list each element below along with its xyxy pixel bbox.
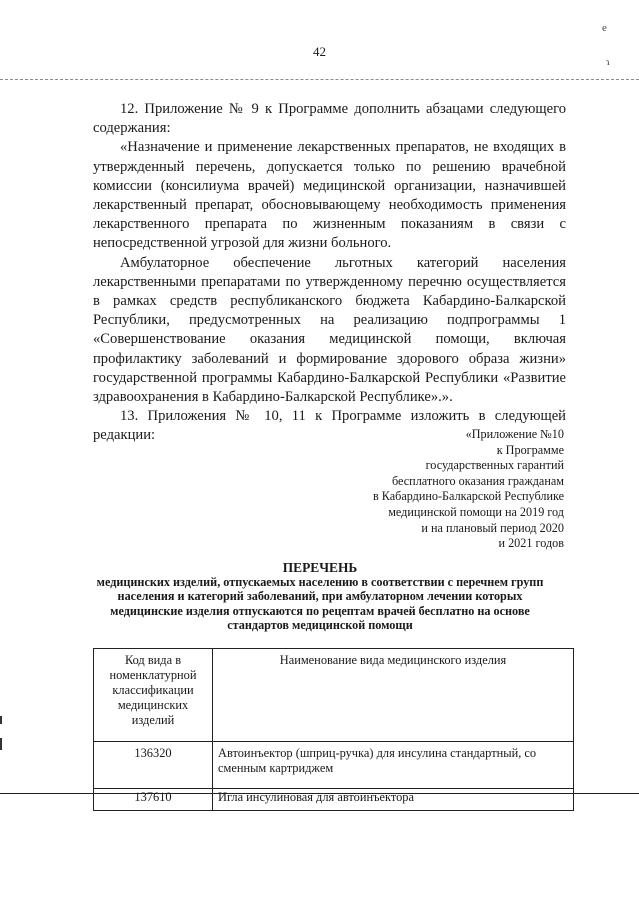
appendix-line: государственных гарантий <box>425 458 564 473</box>
body-text <box>93 100 566 446</box>
cell-name: Автоинъектор (шприц-ручка) для инсулина стандартный, со сменным картриджем <box>213 742 574 789</box>
table-row <box>94 742 574 789</box>
appendix-line: медицинской помощи на 2019 год <box>388 504 564 519</box>
top-dashed-rule <box>0 79 639 80</box>
section-12-paragraph-1: «Назначение и применение лекарственных препаратов, не входящих в утвержденный перечень, допускается только по решению врачебной комиссии (консилиума врачей) медицинской организации, назначившей лекарственный препарат, обосновывающему необходимость применения лекарственного препарата по жизненным показаниям в связи с непосредственной угрозой для жизни больного. <box>93 139 566 252</box>
header-code: Код вида в номенклатурной классификации медицинских изделий <box>94 649 213 742</box>
section-12-heading: 12. Приложение № 9 к Программе дополнить абзацами следующего содержания: <box>93 101 566 137</box>
cell-name: Игла инсулиновая для автоинъектора <box>213 789 574 811</box>
list-title: ПЕРЕЧЕНЬ <box>282 560 358 575</box>
appendix-line: и на плановый период 2020 <box>421 520 564 535</box>
medical-devices-table <box>93 648 574 811</box>
appendix-line: и 2021 годов <box>498 536 564 551</box>
section-12-paragraph-2: Амбулаторное обеспечение льготных категорий населения лекарственными препаратами по утвержденному перечню осуществляется в рамках средств республиканского бюджета Кабардино-Балкарской Республики, предусмотренных на реализацию подпрограммы 1 «Совершенствование оказания медицинской помощи, включая профилактику заболеваний и формирование здорового образа жизни» государственной программы Кабардино-Балкарской Республики «Развитие здравоохранения в Кабардино-Балкарской Республике».». <box>93 254 566 406</box>
cell-code: 136320 <box>94 742 213 789</box>
table-header-row <box>94 649 574 742</box>
appendix-line: бесплатного оказания гражданам <box>392 473 564 488</box>
list-subtitle: медицинских изделий, отпускаемых населению в соответствии с перечнем групп населения и категорий заболеваний, при амбулаторном лечении которых медицинские изделия отпускаются по рецептам врачей бесплатно на основе стандартов медицинской помощи <box>96 575 544 633</box>
margin-mark-second: ɿ <box>606 56 610 68</box>
appendix-line: «Приложение №10 <box>465 427 564 441</box>
left-edge-tick-1 <box>0 716 2 724</box>
margin-mark-top: e <box>602 22 607 34</box>
page-clip-line <box>0 793 639 794</box>
table-row <box>94 789 574 811</box>
appendix-line: к Программе <box>496 442 564 457</box>
cell-code: 137610 <box>94 789 213 811</box>
section-13-heading: 13. Приложения № 10, 11 к Программе изложить в следующей редакции: <box>93 408 566 444</box>
appendix-line: в Кабардино-Балкарской Республике <box>372 489 564 504</box>
header-name: Наименование вида медицинского изделия <box>213 649 574 742</box>
page-number: 42 <box>313 44 326 59</box>
left-edge-tick-2 <box>0 738 2 750</box>
appendix-header <box>373 427 564 552</box>
